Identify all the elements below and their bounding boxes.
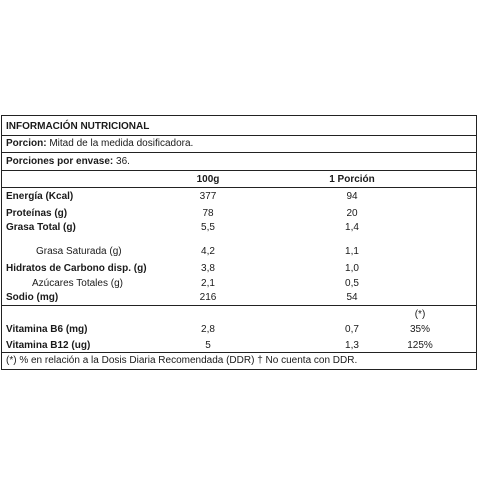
row-value-portion: 54 [346, 292, 358, 303]
row-label-proteinas: Proteínas (g) [6, 208, 68, 219]
row-value-portion: 0,5 [345, 278, 359, 289]
row-label-azucares: Azúcares Totales (g) [32, 278, 123, 289]
col-header-portion: 1 Porción [329, 174, 375, 185]
row-value-100g: 78 [202, 208, 214, 219]
row-value-portion: 1,4 [345, 222, 359, 233]
divider [2, 170, 476, 171]
row-value-portion: 1,1 [345, 246, 359, 257]
row-value-100g: 4,2 [201, 246, 215, 257]
col-header-100g: 100g [196, 174, 220, 185]
divider [2, 187, 476, 188]
row-label-vitamina-b6: Vitamina B6 (mg) [6, 324, 88, 335]
row-value-100g: 5 [205, 340, 211, 351]
footnote: (*) % en relación a la Dosis Diaria Recomendada (DDR) † No cuenta con DDR. [6, 355, 358, 366]
porciones-line [6, 156, 130, 168]
porcion-line [6, 138, 193, 150]
row-label-energia: Energía (Kcal) [6, 191, 74, 202]
row-value-portion: 1,0 [345, 263, 359, 274]
row-label-grasa-total: Grasa Total (g) [6, 222, 76, 233]
row-label-sodio: Sodio (mg) [6, 292, 59, 303]
row-value-100g: 377 [199, 191, 217, 202]
row-value-100g: 2,8 [201, 324, 215, 335]
divider [2, 305, 476, 306]
row-label-hidratos: Hidratos de Carbono disp. (g) [6, 263, 147, 274]
divider [2, 152, 476, 153]
row-value-100g: 5,5 [201, 222, 215, 233]
row-value-100g: 216 [199, 292, 217, 303]
divider [2, 135, 476, 136]
row-label-grasa-saturada: Grasa Saturada (g) [36, 246, 122, 257]
row-value-portion: 20 [346, 208, 358, 219]
row-value-100g: 2,1 [201, 278, 215, 289]
row-value-portion: 0,7 [345, 324, 359, 335]
row-value-100g: 3,8 [201, 263, 215, 274]
row-value-portion: 1,3 [345, 340, 359, 351]
porciones-value: 36. [113, 156, 130, 167]
row-label-vitamina-b12: Vitamina B12 (ug) [6, 340, 91, 351]
row-value-portion: 94 [346, 191, 358, 202]
row-value-ddr: 125% [407, 340, 433, 351]
row-value-ddr: 35% [409, 324, 430, 335]
porciones-label: Porciones por envase: [6, 156, 114, 167]
table-title: INFORMACIÓN NUTRICIONAL [6, 121, 150, 132]
porcion-label: Porcion: [6, 138, 47, 149]
divider [2, 352, 476, 353]
porcion-value: Mitad de la medida dosificadora. [46, 138, 194, 149]
nutrition-table [1, 115, 477, 370]
ddr-header: (*) [414, 309, 426, 320]
